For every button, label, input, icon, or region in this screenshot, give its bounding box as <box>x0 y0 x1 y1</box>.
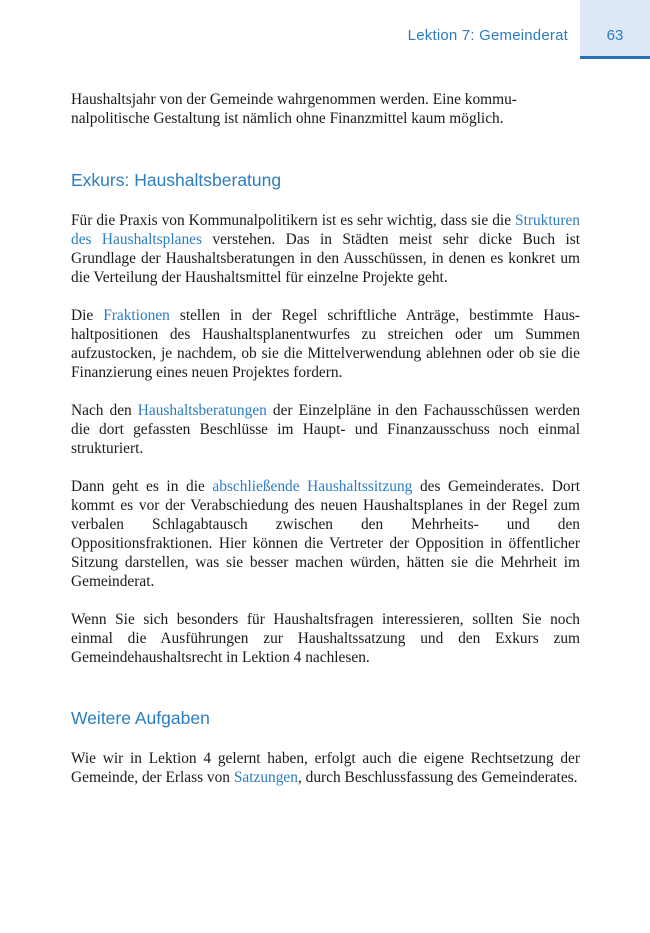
keyword-satzungen: Satzungen <box>233 769 298 786</box>
text-run: stellen in der Regel schriftliche Anträge, bestimmte Haushaltpositionen des Haushaltsplanentwurfes zu streichen oder um Summen aufzustocken, je nachdem, ob sie die Mittelverwendung ablehnen oder ob sie die Finanzierung eines neuen Projektes fordern. <box>71 307 580 381</box>
text-run: verstehen. Das in Städten meist sehr dicke Buch ist Grundlage der Haushaltsberatungen in den Ausschüssen, in denen es konkret um die Verteilung der Haushaltsmittel für einzelne Projekte geht. <box>71 231 580 286</box>
intro-line-1: Haushaltsjahr von der Gemeinde wahrgenommen werden. Eine kommu- <box>71 91 517 108</box>
page-header <box>0 0 650 60</box>
text-run: der Einzelpläne in den Fachausschüssen werden die dort gefassten Beschlüsse im Haupt- und Finanzausschuss noch einmal strukturiert. <box>71 402 581 457</box>
text-run: Die <box>71 307 104 324</box>
keyword-strukturen: Strukturen des Haushaltsplanes <box>71 212 580 248</box>
intro-paragraph <box>71 90 580 128</box>
paragraph-strukturen <box>71 211 580 287</box>
intro-line-2: nalpolitische Gestaltung ist nämlich ohne Finanzmittel kaum möglich. <box>71 110 504 127</box>
page-number: 63 <box>606 27 624 44</box>
page-number-underline <box>580 56 650 59</box>
text-run: Für die Praxis von Kommunalpolitikern ist es sehr wichtig, dass sie die <box>71 212 516 229</box>
section-heading-weitere-aufgaben: Weitere Aufgaben <box>71 708 210 728</box>
text-run: Dann geht es in die <box>71 478 213 495</box>
keyword-fraktionen: Fraktionen <box>103 307 170 324</box>
page-body <box>71 90 580 806</box>
paragraph-haushaltsberatungen <box>71 401 580 458</box>
paragraph-lektion4: Wenn Sie sich besonders für Haushaltsfragen interessieren, sollten Sie noch einmal die Ausführungen zur Haushaltssatzung und den Exkurs zum Gemeindehaushaltsrecht in Lektion 4 nachlesen. <box>71 611 580 666</box>
keyword-haushaltssitzung: abschließende Haushaltssitzung <box>212 478 413 495</box>
section-heading-haushaltsberatung: Exkurs: Haushaltsberatung <box>71 170 282 190</box>
paragraph-haushaltssitzung <box>71 477 580 591</box>
paragraph-fraktionen <box>71 306 580 382</box>
text-run: des Gemeinderates. Dort kommt es vor der Verabschiedung des neuen Haushaltsplanes in der Regel zum verbalen Schlagabtausch zwischen den Mehrheits- und den Oppositionsfraktionen. Hier können die Vertreter der Opposition in öffentlicher Sitzung darstellen, was sie besser machen würden, hätten sie die Mehrheit im Gemeinderat. <box>71 478 580 590</box>
text-run: Wie wir in Lektion 4 gelernt haben, erfolgt auch die eigene Rechtsetzung der Gemeinde, der Erlass von <box>71 750 580 786</box>
text-run: , durch Beschlussfassung des Gemeinderates. <box>297 769 578 786</box>
paragraph-satzungen <box>71 749 580 787</box>
running-head: Lektion 7: Gemeinderat <box>407 27 568 44</box>
keyword-haushaltsberatungen: Haushaltsberatungen <box>137 402 267 419</box>
text-run: Nach den <box>71 402 138 419</box>
